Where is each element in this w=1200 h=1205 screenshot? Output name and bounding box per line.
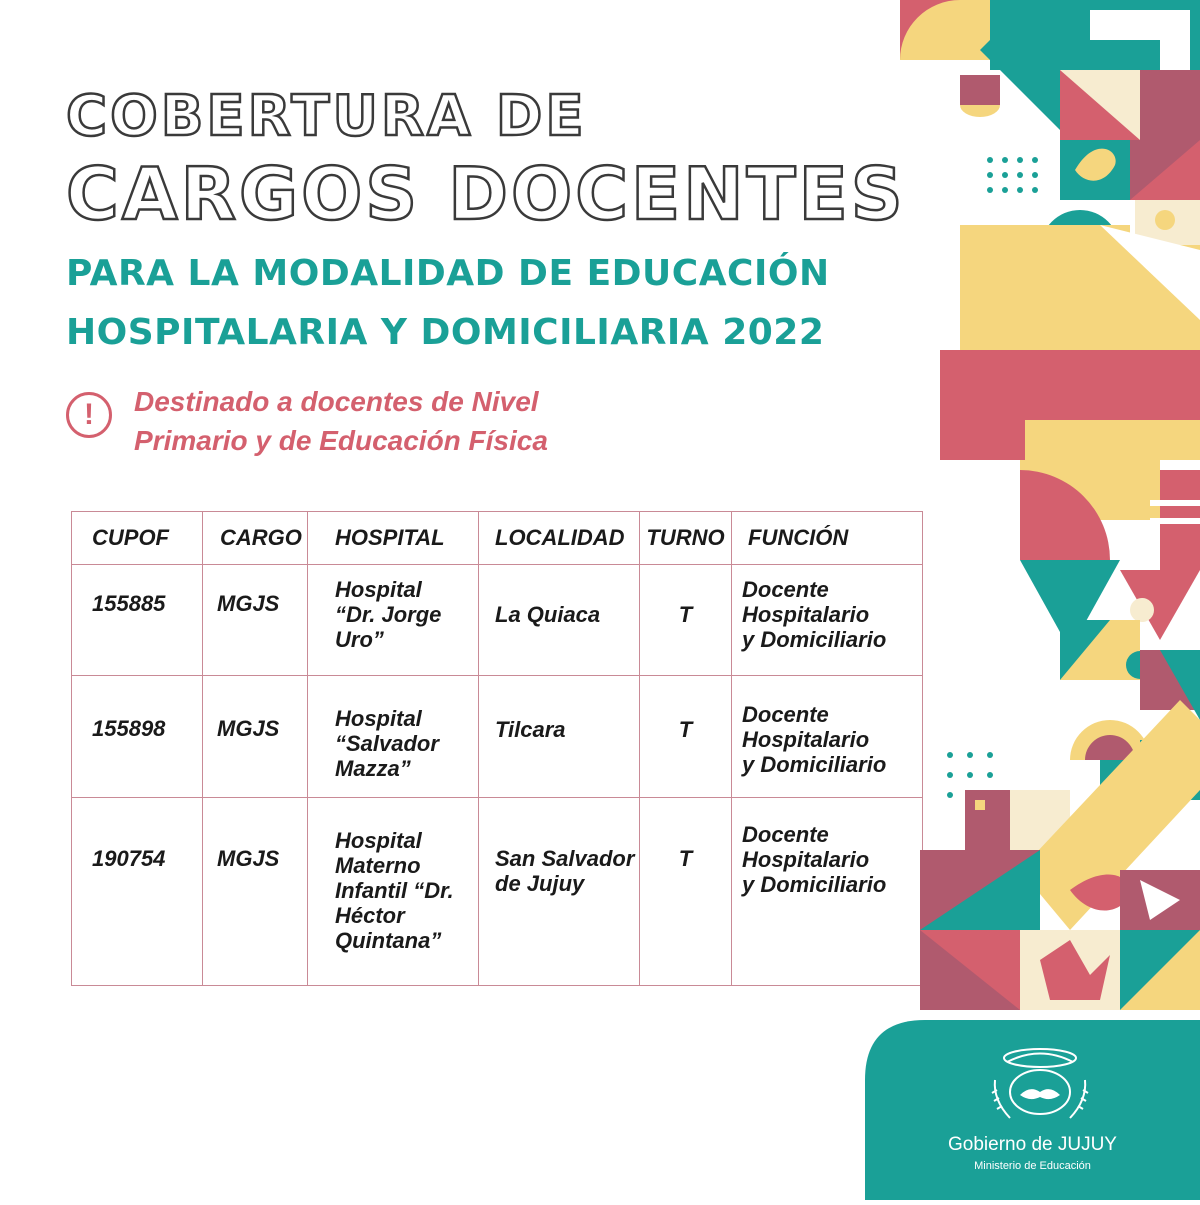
- table-header-row: [72, 512, 923, 565]
- subtitle-line-2: HOSPITALARIA Y DOMICILIARIA 2022: [66, 312, 825, 353]
- funcion-line: Hospitalario: [742, 847, 870, 872]
- cell-localidad: [479, 676, 640, 798]
- cell-turno: T: [640, 565, 732, 676]
- ministry-name: Ministerio de Educación: [974, 1160, 1091, 1172]
- notice-line-1: Destinado a docentes de Nivel: [134, 386, 539, 417]
- funcion-line: Hospitalario: [742, 727, 870, 752]
- cell-localidad: [479, 798, 640, 986]
- localidad-line: Tilcara: [495, 717, 566, 742]
- cell-hospital: [308, 798, 479, 986]
- header-cargo: CARGO: [203, 512, 308, 565]
- funcion-line: y Domiciliario: [742, 872, 887, 897]
- hospital-line: Hospital: [335, 828, 422, 853]
- header-funcion: FUNCIÓN: [732, 512, 923, 565]
- hospital-line: Materno: [335, 853, 421, 878]
- localidad-line: La Quiaca: [495, 602, 601, 627]
- positions-table: [71, 511, 923, 986]
- cell-cupof: 155898: [72, 676, 203, 798]
- hospital-line: Uro”: [335, 627, 384, 652]
- exclamation-circle-icon: !: [66, 392, 112, 438]
- hospital-line: “Dr. Jorge: [335, 602, 442, 627]
- funcion-line: y Domiciliario: [742, 752, 887, 777]
- notice: [66, 382, 626, 462]
- hospital-line: Mazza”: [335, 756, 411, 781]
- hospital-line: Hospital: [335, 577, 422, 602]
- funcion-line: Docente: [742, 822, 829, 847]
- hospital-line: Hospital: [335, 706, 422, 731]
- table-row: [72, 676, 923, 798]
- header-localidad: LOCALIDAD: [479, 512, 640, 565]
- cell-localidad: [479, 565, 640, 676]
- cell-cargo: MGJS: [203, 676, 308, 798]
- hospital-line: Héctor: [335, 903, 405, 928]
- hospital-line: “Salvador: [335, 731, 439, 756]
- funcion-line: y Domiciliario: [742, 627, 887, 652]
- cell-hospital: [308, 676, 479, 798]
- table-row: [72, 565, 923, 676]
- cell-cargo: MGJS: [203, 565, 308, 676]
- notice-text: [134, 382, 548, 460]
- header-turno: TURNO: [640, 512, 732, 565]
- cell-cupof: 155885: [72, 565, 203, 676]
- cell-turno: T: [640, 676, 732, 798]
- title-line-1: COBERTURA DE: [66, 84, 587, 149]
- decor-shapes: [900, 0, 1200, 1010]
- hospital-line: Quintana”: [335, 928, 442, 953]
- government-logo-block: [865, 1010, 1200, 1200]
- hospital-line: Infantil “Dr.: [335, 878, 454, 903]
- org-name: Gobierno de JUJUY: [948, 1134, 1117, 1155]
- funcion-line: Hospitalario: [742, 602, 870, 627]
- funcion-line: Docente: [742, 577, 829, 602]
- header-cupof: CUPOF: [72, 512, 203, 565]
- cell-cupof: 190754: [72, 798, 203, 986]
- cell-turno: T: [640, 798, 732, 986]
- table-row: [72, 798, 923, 986]
- cell-hospital: [308, 565, 479, 676]
- title-line-2: CARGOS DOCENTES: [66, 152, 906, 236]
- government-seal-icon: [985, 1040, 1095, 1130]
- localidad-line: de Jujuy: [495, 871, 585, 896]
- funcion-line: Docente: [742, 702, 829, 727]
- notice-line-2: Primario y de Educación Física: [134, 425, 548, 456]
- cell-cargo: MGJS: [203, 798, 308, 986]
- subtitle-line-1: PARA LA MODALIDAD DE EDUCACIÓN: [66, 253, 830, 294]
- header-hospital: HOSPITAL: [308, 512, 479, 565]
- localidad-line: San Salvador: [495, 846, 635, 871]
